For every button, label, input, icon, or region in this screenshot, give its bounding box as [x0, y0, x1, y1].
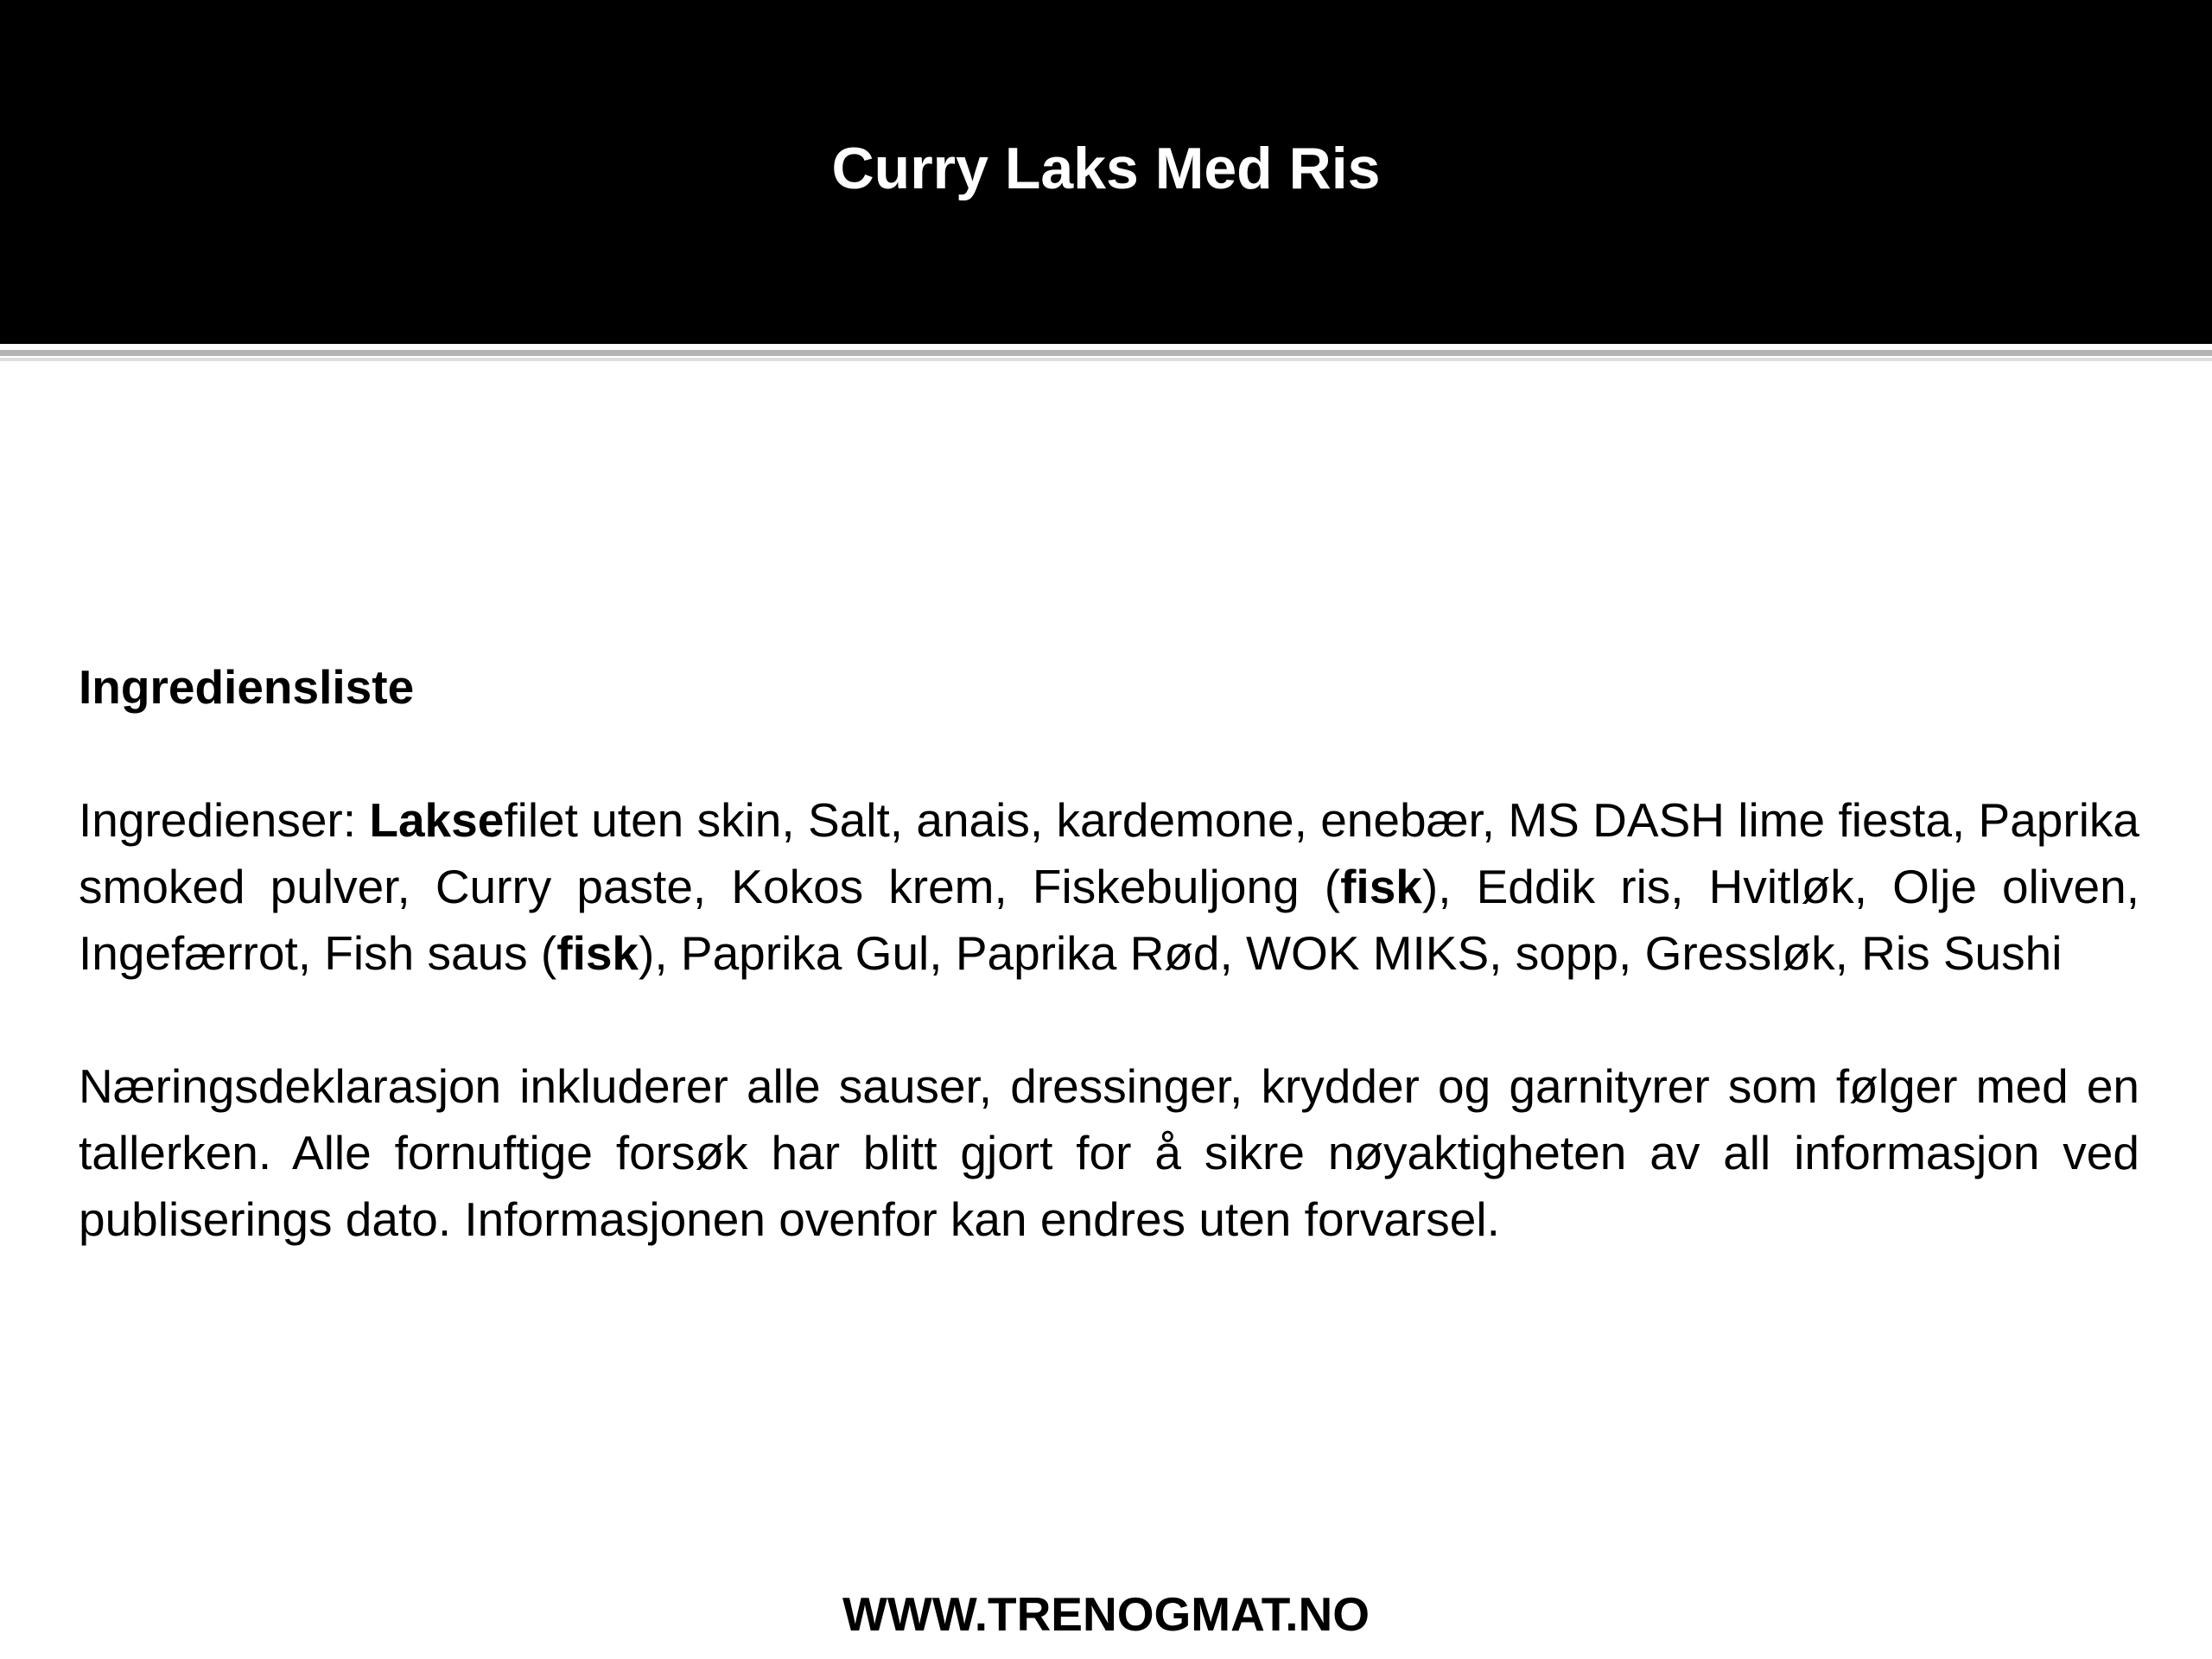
allergen-salmon: Lakse: [369, 793, 505, 847]
header-bar: [0, 0, 2212, 344]
ingredients-paragraph: [79, 787, 2139, 987]
page-title: Curry Laks Med Ris: [831, 136, 1381, 201]
ingredients-text-part1: filet uten skin, Salt, anais, kardemone, enebær, MS DASH lime fiesta, Paprika smoked pulver, Curry paste, Kokos krem, Fiskebuljong (: [79, 793, 2140, 913]
allergen-fish-2: fisk: [556, 926, 639, 980]
disclaimer-paragraph: Næringsdeklarasjon inkluderer alle sauser, dressinger, krydder og garnityrer som følger med en tallerken. Alle fornuftige forsøk har blitt gjort for å sikre nøyaktigheten av all informasjon ved publiserings dato. Informasjonen ovenfor kan endres uten forvarsel.: [79, 1059, 2139, 1246]
ingredients-text-part2: ), Eddik ris, Hvitløk, Olje oliven, Ingefærrot, Fish saus (: [79, 860, 2139, 980]
header-divider-light: [0, 358, 2212, 361]
footer-website-link[interactable]: WWW.TRENOGMAT.NO: [842, 1587, 1370, 1641]
ingredients-heading: Ingrediensliste: [79, 660, 415, 714]
header-divider: [0, 350, 2212, 356]
main-content: [79, 654, 2139, 1253]
ingredients-label: Ingredienser:: [79, 793, 370, 847]
allergen-fish-1: fisk: [1340, 860, 1422, 913]
ingredients-text-part3: ), Paprika Gul, Paprika Rød, WOK MIKS, sopp, Gressløk, Ris Sushi: [639, 926, 2063, 980]
